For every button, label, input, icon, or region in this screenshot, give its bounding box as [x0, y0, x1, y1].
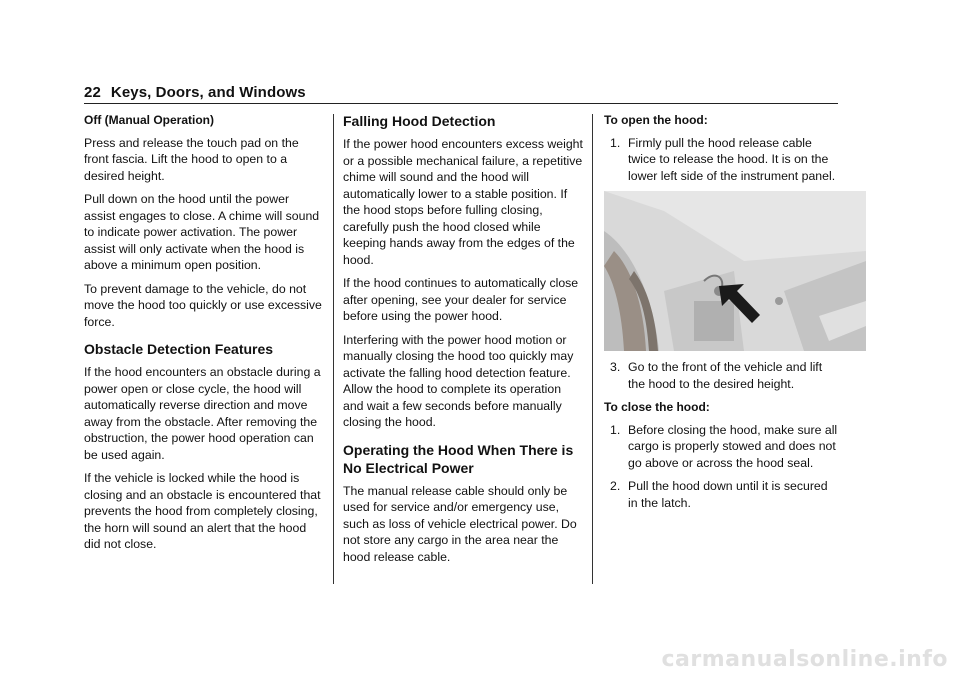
- list-item: [604, 422, 840, 472]
- page-header: [84, 84, 838, 101]
- step-text: Firmly pull the hood release cable twice to release the hood. It is on the lower left side of the instrument panel.: [628, 135, 836, 183]
- column-divider-2: [592, 114, 593, 584]
- list-item: [604, 135, 840, 185]
- step-text: Go to the front of the vehicle and lift the hood to the desired height.: [628, 360, 823, 391]
- watermark: carmanualsonline.info: [661, 647, 948, 672]
- close-hood-label: To close the hood:: [604, 400, 710, 414]
- subheading-manual-operation: Off (Manual Operation): [84, 113, 214, 127]
- paragraph: If the hood continues to automatically close after opening, see your dealer for service before using the power hood.: [343, 276, 579, 323]
- column-3: [604, 112, 840, 518]
- open-hood-label: To open the hood:: [604, 113, 708, 127]
- heading-no-electrical-power: Operating the Hood When There is No Electrical Power: [343, 441, 574, 476]
- column-divider-1: [333, 114, 334, 584]
- paragraph: If the hood encounters an obstacle during a power open or close cycle, the hood will automatically reverse direction and move away from the obstacle. After removing the obstruction, the power hood operation can be used again.: [84, 365, 321, 462]
- paragraph: Pull down on the hood until the power assist engages to close. A chime will sound to indicate power activation. The power assist will only activate when the hood is above a minimum open position.: [84, 192, 320, 272]
- paragraph: The manual release cable should only be used for service and/or emergency use, such as loss of vehicle electrical power. Do not store any cargo in the area near the hood release cable.: [343, 483, 577, 564]
- step-number: 2.: [610, 479, 621, 493]
- step-number: 1.: [610, 135, 621, 150]
- page-number: 22: [84, 84, 101, 101]
- heading-obstacle-detection: Obstacle Detection Features: [84, 341, 274, 357]
- step-text: Pull the hood down until it is secured in the latch.: [628, 479, 828, 510]
- paragraph: Press and release the touch pad on the front fascia. Lift the hood to open to a desired height.: [84, 135, 299, 183]
- header-rule: [84, 103, 838, 104]
- paragraph: To prevent damage to the vehicle, do not move the hood too quickly or use excessive force.: [84, 281, 322, 329]
- column-1: [84, 112, 322, 560]
- heading-falling-hood-detection: Falling Hood Detection: [343, 113, 496, 129]
- list-item: [604, 359, 840, 392]
- hood-release-photo: [604, 191, 866, 351]
- step-text: Before closing the hood, make sure all cargo is properly stowed and does not go above or across the hood seal.: [628, 422, 838, 470]
- paragraph: If the power hood encounters excess weight or a possible mechanical failure, a repetitive chime will sound and the hood will automatically lower to a stable position. If the hood stops before fulling closing, carefully push the hood closed while keeping hands away from the edges of the hood.: [343, 137, 583, 267]
- section-title: Keys, Doors, and Windows: [110, 84, 306, 101]
- list-item: [604, 478, 840, 511]
- step-number: 3.: [610, 360, 621, 374]
- step-number: 1.: [610, 422, 621, 437]
- column-2: [343, 112, 583, 572]
- paragraph: Interfering with the power hood motion or manually closing the hood too quickly may activate the falling hood detection feature. Allow the hood to complete its operation and wait a few seconds before manually closing the hood.: [343, 332, 574, 429]
- paragraph: If the vehicle is locked while the hood is closing and an obstacle is encountered that prevents the hood from completely closing, the horn will sound an alert that the hood did not close.: [84, 471, 321, 551]
